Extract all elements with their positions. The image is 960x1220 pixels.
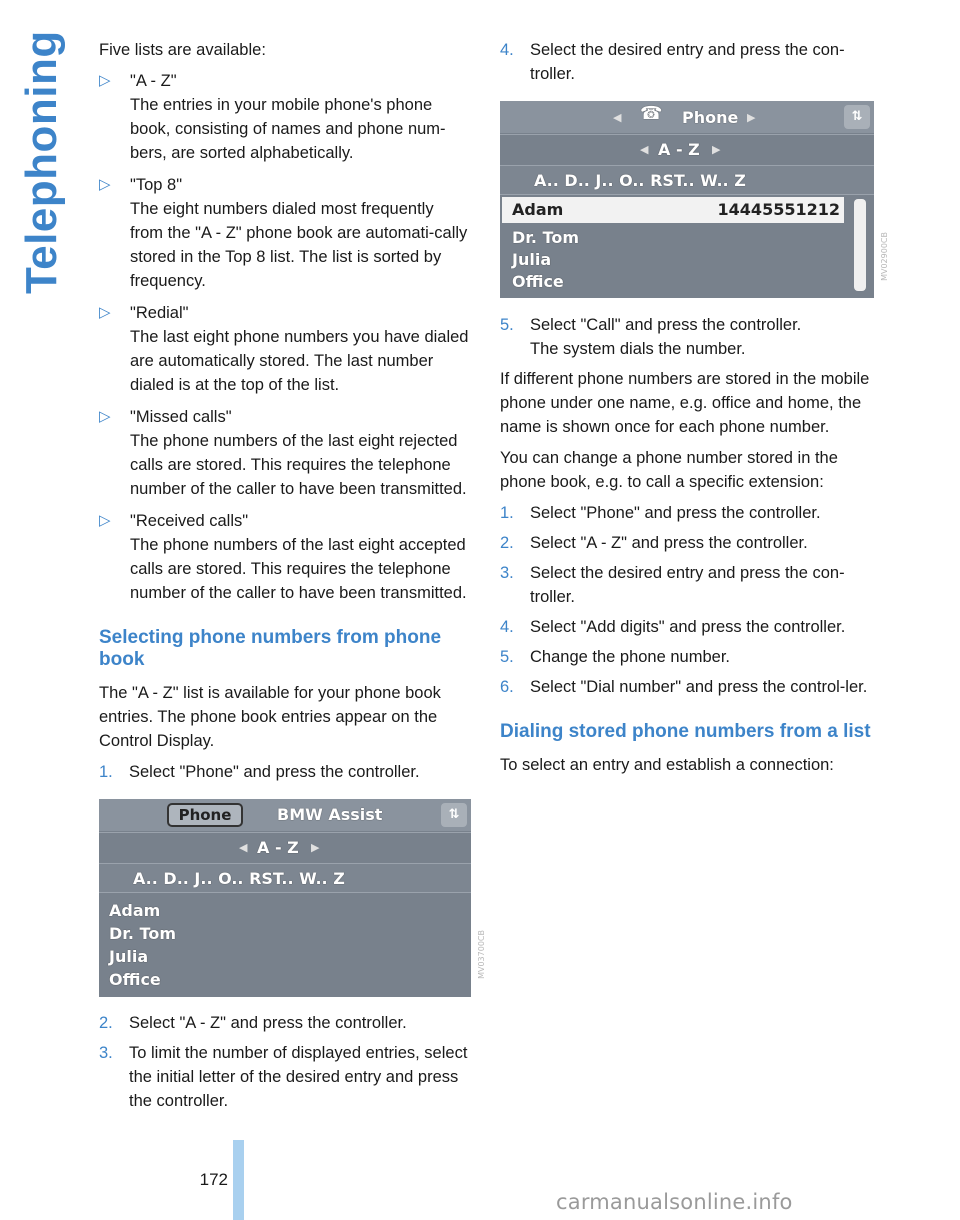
step-item — [99, 760, 471, 784]
bullet-title: "Top 8" — [130, 176, 183, 194]
step-number: 2. — [500, 534, 514, 552]
bullet-text: The phone numbers of the last eight rejected calls are stored. This requires the telephone number of the caller to have been transmitted. — [130, 432, 467, 498]
selected-entry-row — [502, 197, 844, 223]
entry-name: Dr. Tom — [512, 228, 579, 247]
step-item — [500, 531, 878, 555]
arrow-left-icon: ◀ — [613, 111, 622, 124]
arrow-right-icon: ▶ — [712, 143, 721, 156]
step-text — [530, 313, 878, 361]
step-number: 3. — [99, 1044, 113, 1062]
step-text: Select "Add digits" and press the controller. — [530, 618, 846, 636]
step-result-line: The system dials the number. — [530, 340, 746, 358]
list-type-label: A - Z — [257, 838, 299, 857]
step-text: Select "Phone" and press the controller. — [129, 763, 420, 781]
step-item — [500, 501, 878, 525]
list-item-received-calls — [99, 509, 471, 605]
letter-filter-row — [500, 165, 874, 195]
intro-text: Five lists are available: — [99, 41, 266, 59]
step-number: 5. — [500, 316, 514, 334]
page-margin-bar — [233, 1140, 244, 1220]
image-code: MV03700CB — [477, 930, 486, 979]
screen-header — [99, 799, 471, 831]
bullet-text: The phone numbers of the last eight accepted calls are stored. This requires the telephone number of the caller to have been transmitted. — [130, 536, 467, 602]
step-item — [500, 615, 878, 639]
bullet-triangle-icon: ▷ — [99, 408, 111, 425]
bullet-text: The last eight phone numbers you have dialed are automatically stored. The last number dialed is at the top of the list. — [130, 328, 469, 394]
step-number: 2. — [99, 1014, 113, 1032]
list-type-label: A - Z — [658, 140, 700, 159]
step-text: To limit the number of displayed entries, select the initial letter of the desired entry and press the controller. — [129, 1044, 468, 1110]
handset-icon: ☎ — [640, 103, 663, 124]
step-text: Select "Dial number" and press the control-ler. — [530, 678, 868, 696]
selected-entry-number: 14445551212 — [717, 200, 840, 219]
bullet-title: "Missed calls" — [130, 408, 232, 426]
section-heading: Selecting phone numbers from phone book — [99, 627, 442, 670]
scrollbar — [854, 199, 866, 291]
step-number: 4. — [500, 41, 514, 59]
left-column-continued — [99, 1011, 471, 1119]
list-item-redial — [99, 301, 471, 397]
control-display-screenshot-phone-list — [99, 799, 471, 997]
step-item — [500, 675, 878, 699]
step-number: 4. — [500, 618, 514, 636]
page-number: 172 — [199, 1170, 228, 1189]
bullet-triangle-icon: ▷ — [99, 176, 111, 193]
section-heading: Dialing stored phone numbers from a list — [500, 721, 871, 742]
bullet-text: The entries in your mobile phone's phone book, consisting of names and phone num-bers, are sorted alphabetically. — [130, 96, 446, 162]
list-item-top-8 — [99, 173, 471, 293]
bullet-triangle-icon: ▷ — [99, 72, 111, 89]
list-item-missed-calls — [99, 405, 471, 501]
bmw-assist-tab: BMW Assist — [277, 805, 383, 824]
arrow-left-icon: ◀ — [640, 143, 649, 156]
step-text: Select the desired entry and press the con-troller. — [530, 564, 845, 606]
entry-name: Julia — [512, 250, 552, 269]
paragraph-multiple-numbers: If different phone numbers are stored in the mobile phone under one name, e.g. office and home, the name is shown once for each phone number. — [500, 370, 870, 436]
list-item-a-z — [99, 69, 471, 165]
step-item — [99, 1011, 471, 1035]
arrow-left-icon: ◀ — [239, 841, 248, 854]
left-column — [99, 38, 471, 790]
letter-filter-label: A.. D.. J.. O.. RST.. W.. Z — [534, 171, 746, 190]
step-text: Select "Phone" and press the controller. — [530, 504, 821, 522]
step-number: 1. — [99, 763, 113, 781]
step-text: Select "A - Z" and press the controller. — [530, 534, 808, 552]
bullet-triangle-icon: ▷ — [99, 512, 111, 529]
options-corner-icon: ⇅ — [441, 803, 467, 827]
step-number: 5. — [500, 648, 514, 666]
bullet-text: The eight numbers dialed most frequently from the "A - Z" phone book are automati-cally stored in the Top 8 list. The list is sorted by frequency. — [130, 200, 468, 290]
entry-name: Dr. Tom — [109, 924, 176, 943]
step-number: 3. — [500, 564, 514, 582]
bullet-triangle-icon: ▷ — [99, 304, 111, 321]
chapter-side-title: Telephoning — [17, 30, 66, 294]
step-text-line: Select "Call" and press the controller. — [530, 316, 802, 334]
letter-filter-label: A.. D.. J.. O.. RST.. W.. Z — [133, 869, 345, 888]
entry-name: Office — [512, 272, 564, 291]
right-column-continued — [500, 313, 878, 784]
control-display-screenshot-entry-selected — [500, 101, 874, 298]
step-item — [500, 313, 878, 361]
step-text: Change the phone number. — [530, 648, 730, 666]
step-item — [99, 1041, 471, 1113]
section-paragraph: To select an entry and establish a connection: — [500, 756, 834, 774]
watermark: carmanualsonline.info — [556, 1190, 793, 1214]
selected-entry-name: Adam — [512, 200, 564, 219]
entry-name: Office — [109, 970, 161, 989]
screen-header — [500, 101, 874, 133]
image-code: MV02900CB — [880, 232, 889, 281]
list-type-row — [500, 134, 874, 164]
entry-name: Julia — [109, 947, 149, 966]
step-number: 1. — [500, 504, 514, 522]
step-text: Select "A - Z" and press the controller. — [129, 1014, 407, 1032]
step-item — [500, 645, 878, 669]
step-text: Select the desired entry and press the con-troller. — [530, 41, 845, 83]
arrow-right-icon: ▶ — [311, 841, 320, 854]
step-number: 6. — [500, 678, 514, 696]
screen-title: Phone — [682, 108, 739, 127]
options-corner-icon: ⇅ — [844, 105, 870, 129]
section-paragraph: The "A - Z" list is available for your phone book entries. The phone book entries appear on the Control Display. — [99, 684, 441, 750]
arrow-right-icon: ▶ — [747, 111, 756, 124]
bullet-title: "Redial" — [130, 304, 189, 322]
right-column — [500, 38, 878, 92]
paragraph-change-number: You can change a phone number stored in the phone book, e.g. to call a specific extension: — [500, 449, 838, 491]
step-item — [500, 561, 878, 609]
bullet-title: "Received calls" — [130, 512, 249, 530]
bullet-title: "A - Z" — [130, 72, 177, 90]
letter-filter-row — [99, 863, 471, 893]
step-item — [500, 38, 878, 86]
phone-tab: Phone — [167, 803, 243, 827]
entry-name: Adam — [109, 901, 161, 920]
list-type-row — [99, 832, 471, 862]
